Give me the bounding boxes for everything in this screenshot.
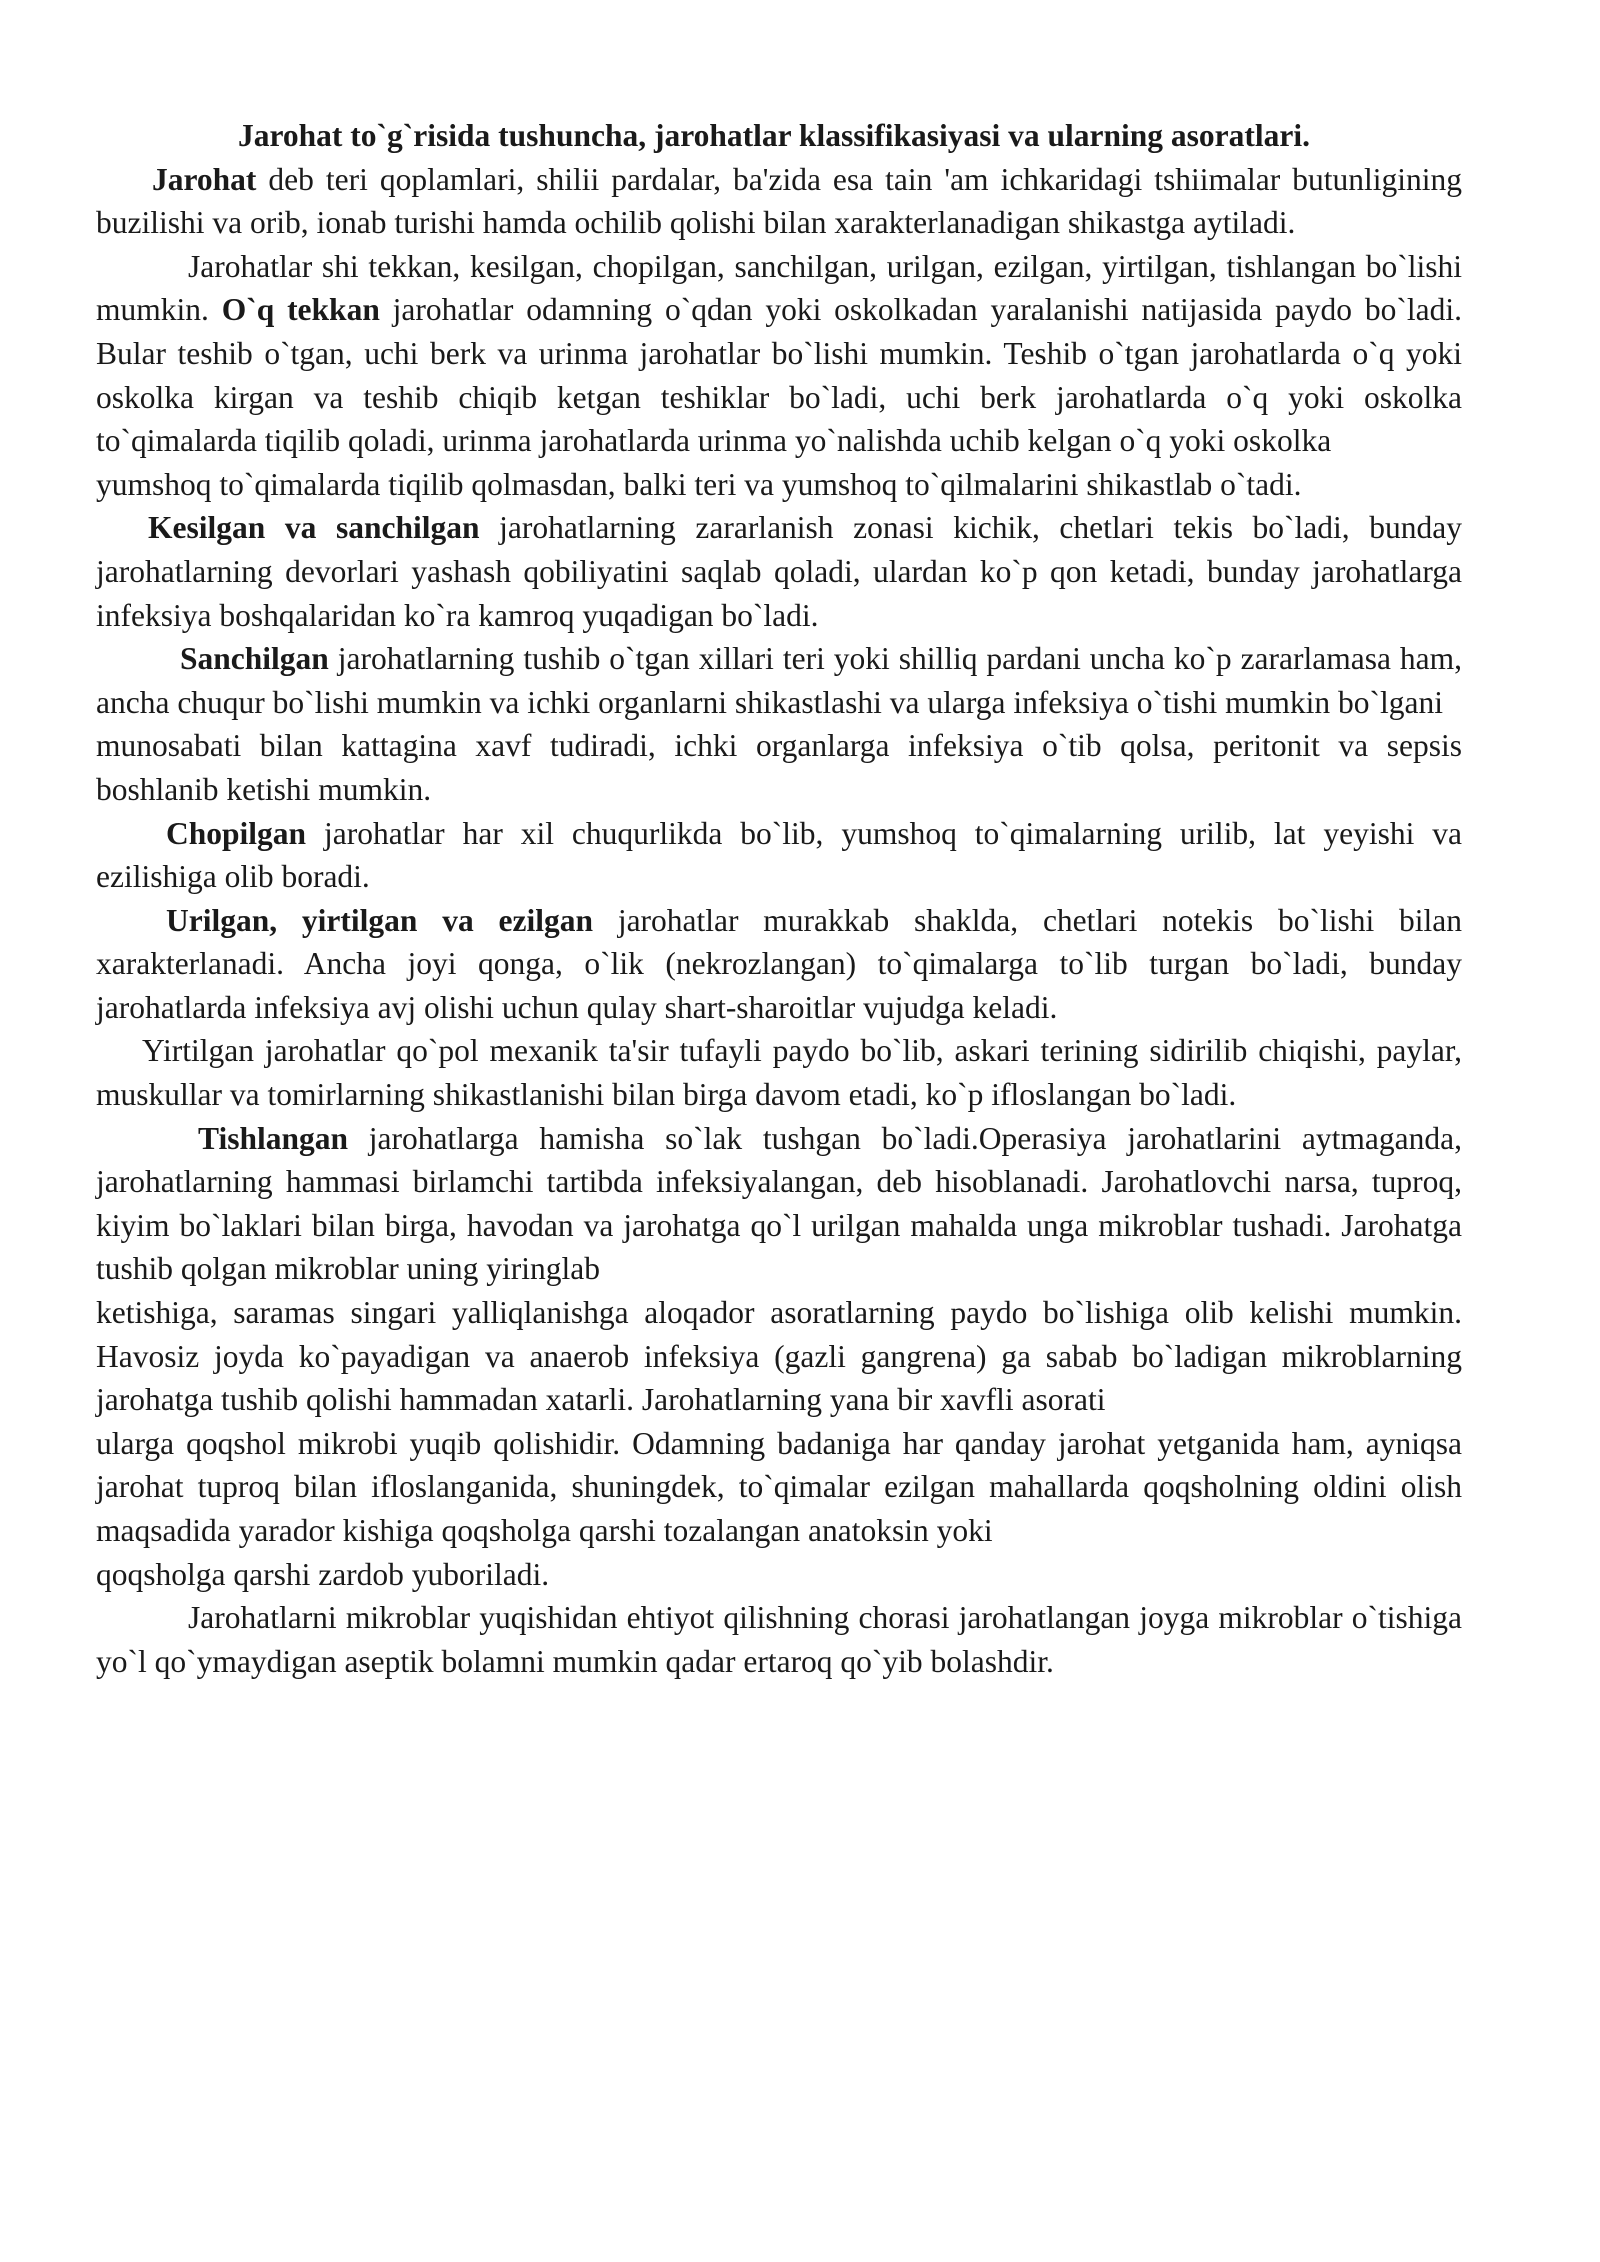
paragraph-tishlangan <box>96 1117 1462 1291</box>
term-kesilgan: Kesilgan va sanchilgan <box>148 510 480 546</box>
paragraph-text: deb teri qoplamlari, shilii pardalar, ba'zida esa tain 'am ichkaridagi tshiimalar butunligining buzilishi va orib, ionab turishi hamda ochilib qolishi bilan xarakterlanadigan shikastga aytiladi. <box>96 161 1462 241</box>
paragraph-text: jarohatlarga hamisha so`lak tushgan bo`ladi.Operasiya jarohatlarini aytmaganda, jarohatlarning hammasi birlamchi tartibda infeksiyalangan, deb hisoblanadi. Jarohatlovchi narsa, tuproq, kiyim bo`laklari bilan birga, havodan va jarohatga qo`l urilgan mahalda unga mikroblar tushadi. Jarohatga tushib qolgan mikroblar uning yiringlab <box>96 1120 1462 1287</box>
term-urilgan: Urilgan, yirtilgan va ezilgan <box>166 902 594 938</box>
term-jarohat: Jarohat <box>152 161 257 197</box>
paragraph-text: jarohatlar murakkab shaklda, chetlari notekis bo`lishi bilan xarakterlanadi. Ancha joyi qonga, o`lik (nekrozlangan) to`qimalarga to`lib turgan bo`ladi, bunday jarohatlarda infeksiya avj olishi uchun qulay shart-sharoitlar vujudga keladi. <box>96 902 1463 1025</box>
paragraph-text: jarohatlar har xil chuqurlikda bo`lib, yumshoq to`qimalarning urilib, lat yeyishi va ezilishiga olib boradi. <box>96 815 1462 895</box>
document-title: Jarohat to`g`risida tushuncha, jarohatlar klassifikasiyasi va ularning asoratlari. <box>238 118 1310 153</box>
paragraph-lead: Jarohatlar shi tekkan, kesilgan, chopilgan, sanchilgan, urilgan, ezilgan, yirtilgan, tishlangan bo`lishi mumkin. <box>96 248 1462 328</box>
term-chopilgan: Chopilgan <box>166 815 307 851</box>
term-tishlangan: Tishlangan <box>198 1120 349 1156</box>
paragraph-aseptik: Jarohatlarni mikroblar yuqishidan ehtiyot qilishning chorasi jarohatlangan joyga mikroblar o`tishiga yo`l qo`ymaydigan aseptik bolamni mumkin qadar ertaroq qo`yib bolashdir. <box>96 1600 1462 1679</box>
paragraph-sanchilgan <box>96 637 1462 724</box>
paragraph-yirtilgan: Yirtilgan jarohatlar qo`pol mexanik ta'sir tufayli paydo bo`lib, askari terining sidirilib chiqishi, paylar, muskullar va tomirlarning shikastlanishi bilan birga davom etadi, ko`p ifloslangan bo`ladi. <box>96 1033 1462 1113</box>
term-sanchilgan: Sanchilgan <box>180 641 329 677</box>
paragraph-tishlangan-continued: ketishiga, saramas singari yalliqlanishga aloqador asoratlarning paydo bo`lishiga olib kelishi mumkin. Havosiz joyda ko`payadigan va anaerob infeksiya (gazli gangrena) ga sabab bo`ladigan mikroblarning jarohatga tushib qolishi hammadan xatarli. Jarohatlarning yana bir xavfli asorati <box>96 1295 1462 1418</box>
paragraph-text: jarohatlar odamning o`qdan yoki oskolkadan yaralanishi natijasida paydo bo`ladi. Bular teshib o`tgan, uchi berk va urinma jarohatlar bo`lishi mumkin. Teshib o`tgan jarohatlarda o`q yoki oskolka kirgan va teshib chiqib ketgan teshiklar bo`ladi, uchi berk jarohatlarda o`q yoki oskolka to`qimalarda tiqilib qoladi, urinma jarohatlarda urinma yo`nalishda uchib kelgan o`q yoki oskolka <box>96 292 1462 459</box>
paragraph-tishlangan-continued-2: ularga qoqshol mikrobi yuqib qolishidir. Odamning badaniga har qanday jarohat yetganida ham, ayniqsa jarohat tuproq bilan ifloslanganida, shuningdek, to`qimalar ezilgan mahallarda qoqsholning oldini olish maqsadida yarador kishiga qoqsholga qarshi tozalangan anatoksin yoki <box>96 1425 1462 1548</box>
term-oq-tekkan: O`q tekkan <box>221 292 380 328</box>
paragraph-text: jarohatlarning tushib o`tgan xillari teri yoki shilliq pardani uncha ko`p zararlamasa ham, ancha chuqur bo`lishi mumkin va ichki organlarni shikastlashi va ularga infeksiya o`tishi mumkin bo`lgani <box>96 641 1462 720</box>
paragraph-types-continued: yumshoq to`qimalarda tiqilib qolmasdan, balki teri va yumshoq to`qilmalarini shikastlab o`tadi. <box>96 466 1302 502</box>
paragraph-chopilgan <box>96 812 1462 899</box>
paragraph-sanchilgan-continued: munosabati bilan kattagina xavf tudiradi, ichki organlarga infeksiya o`tib qolsa, peritonit va sepsis boshlanib ketishi mumkin. <box>96 728 1462 807</box>
paragraph-text: jarohatlarning zararlanish zonasi kichik, chetlari tekis bo`ladi, bunday jarohatlarning devorlari yashash qobiliyatini saqlab qoladi, ulardan ko`p qon ketadi, bunday jarohatlarga infeksiya boshqalaridan ko`ra kamroq yuqadigan bo`ladi. <box>96 510 1462 633</box>
paragraph-kesilgan <box>96 506 1462 637</box>
paragraph-jarohat-definition <box>96 158 1462 245</box>
paragraph-tishlangan-continued-3: qoqsholga qarshi zardob yuboriladi. <box>96 1556 550 1592</box>
paragraph-types <box>96 245 1462 463</box>
paragraph-urilgan <box>96 899 1462 1030</box>
